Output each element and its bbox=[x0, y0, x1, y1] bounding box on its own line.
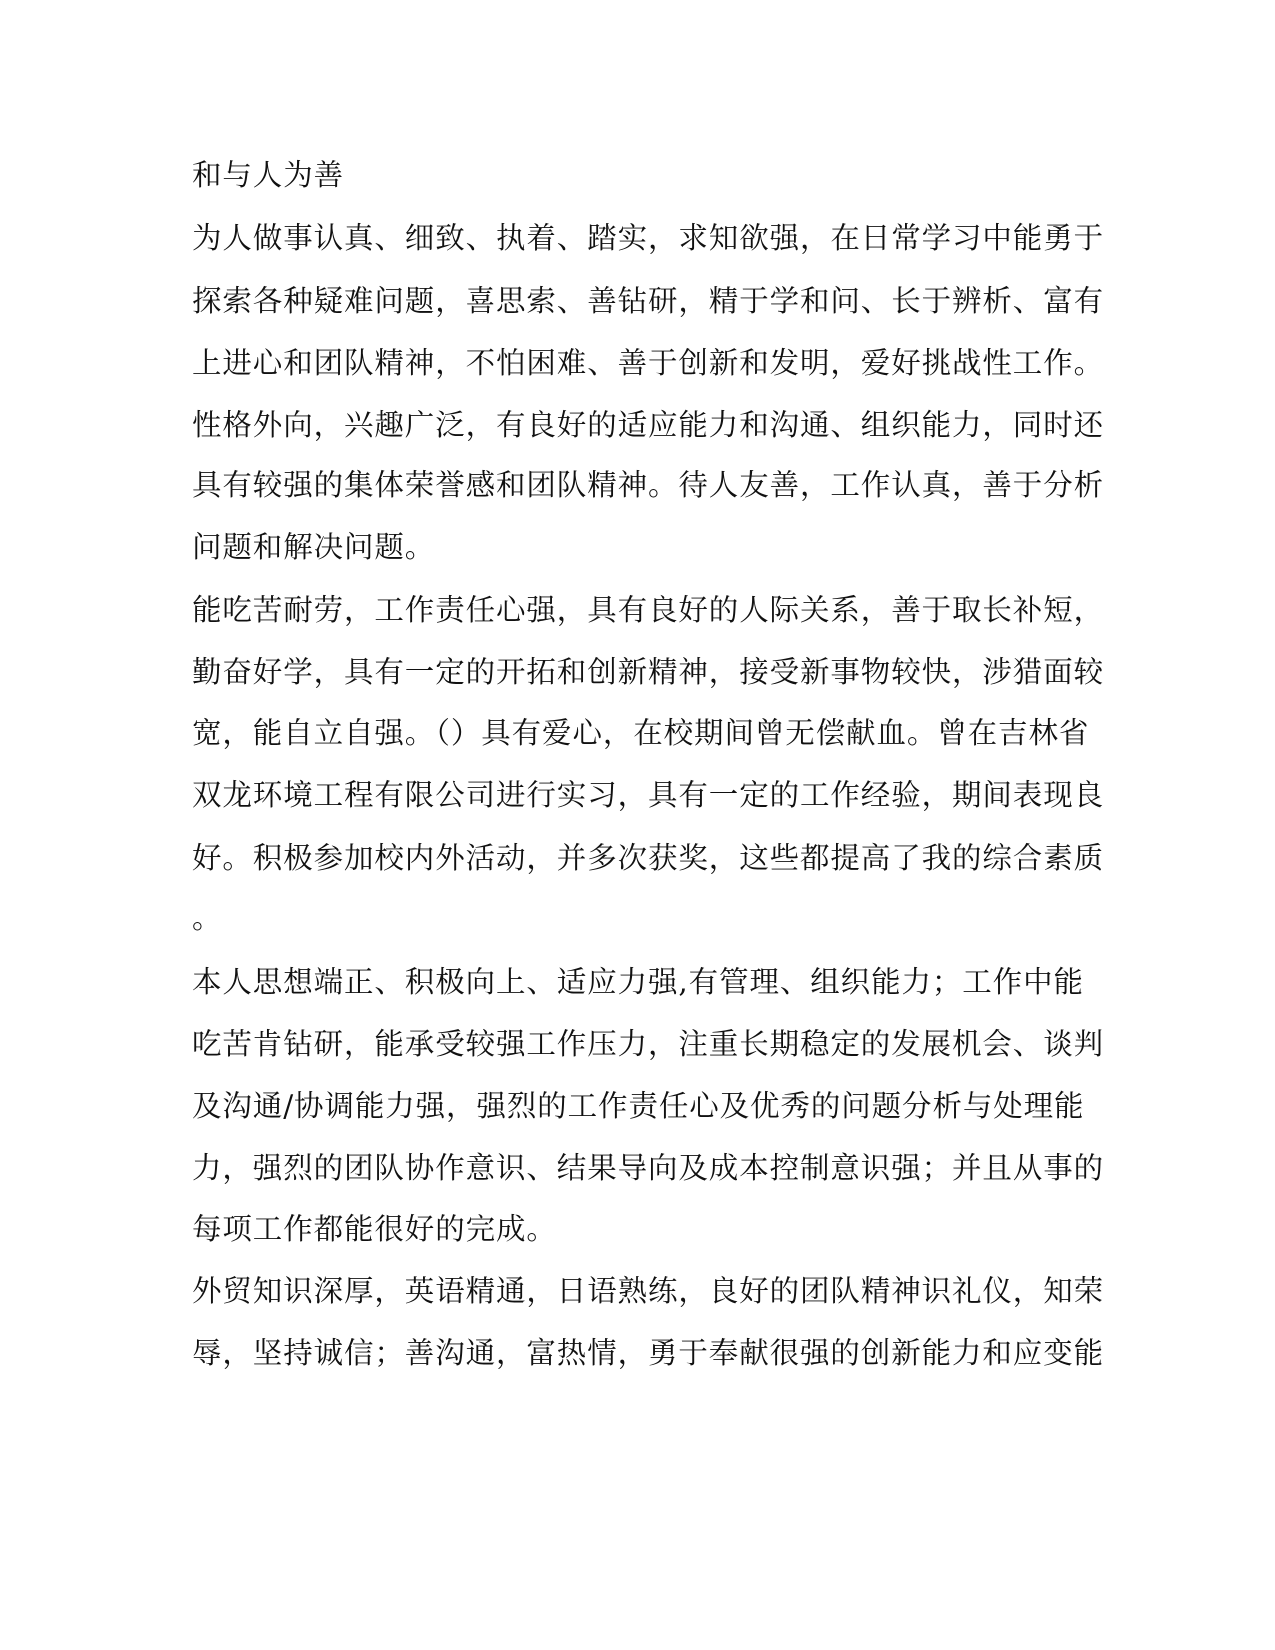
text-line: 每项工作都能很好的完成。 bbox=[192, 1212, 557, 1246]
text-line: 为人做事认真、细致、执着、踏实，求知欲强，在日常学习中能勇于 bbox=[192, 221, 1105, 255]
text-line: 及沟通/协调能力强，强烈的工作责任心及优秀的问题分析与处理能 bbox=[192, 1089, 1085, 1123]
text-line: 问题和解决问题。 bbox=[192, 530, 436, 564]
text-line: 吃苦肯钻研，能承受较强工作压力，注重长期稳定的发展机会、谈判 bbox=[192, 1027, 1105, 1061]
text-line: 好。积极参加校内外活动，并多次获奖，这些都提高了我的综合素质 bbox=[192, 841, 1105, 875]
text-line: 本人思想端正、积极向上、适应力强,有管理、组织能力；工作中能 bbox=[192, 965, 1084, 999]
text-line: 性格外向，兴趣广泛，有良好的适应能力和沟通、组织能力，同时还 bbox=[192, 408, 1105, 442]
text-line: 宽，能自立自强。（）具有爱心，在校期间曾无偿献血。曾在吉林省 bbox=[192, 716, 1090, 750]
text-line: 力，强烈的团队协作意识、结果导向及成本控制意识强；并且从事的 bbox=[192, 1151, 1105, 1185]
text-line: 探索各种疑难问题，喜思索、善钻研，精于学和问、长于辨析、富有 bbox=[192, 284, 1105, 318]
text-line: 具有较强的集体荣誉感和团队精神。待人友善，工作认真，善于分析 bbox=[192, 468, 1105, 502]
text-line: 和与人为善 bbox=[192, 158, 345, 192]
text-line: 辱，坚持诚信；善沟通，富热情，勇于奉献很强的创新能力和应变能 bbox=[192, 1336, 1105, 1370]
text-line: 勤奋好学，具有一定的开拓和创新精神，接受新事物较快，涉猎面较 bbox=[192, 655, 1105, 689]
text-line: 。 bbox=[192, 901, 223, 935]
text-line: 上进心和团队精神，不怕困难、善于创新和发明，爱好挑战性工作。 bbox=[192, 346, 1105, 380]
text-line: 双龙环境工程有限公司进行实习，具有一定的工作经验，期间表现良 bbox=[192, 778, 1105, 812]
text-line: 能吃苦耐劳，工作责任心强，具有良好的人际关系，善于取长补短， bbox=[192, 593, 1105, 627]
text-line: 外贸知识深厚，英语精通，日语熟练，良好的团队精神识礼仪，知荣 bbox=[192, 1274, 1105, 1308]
